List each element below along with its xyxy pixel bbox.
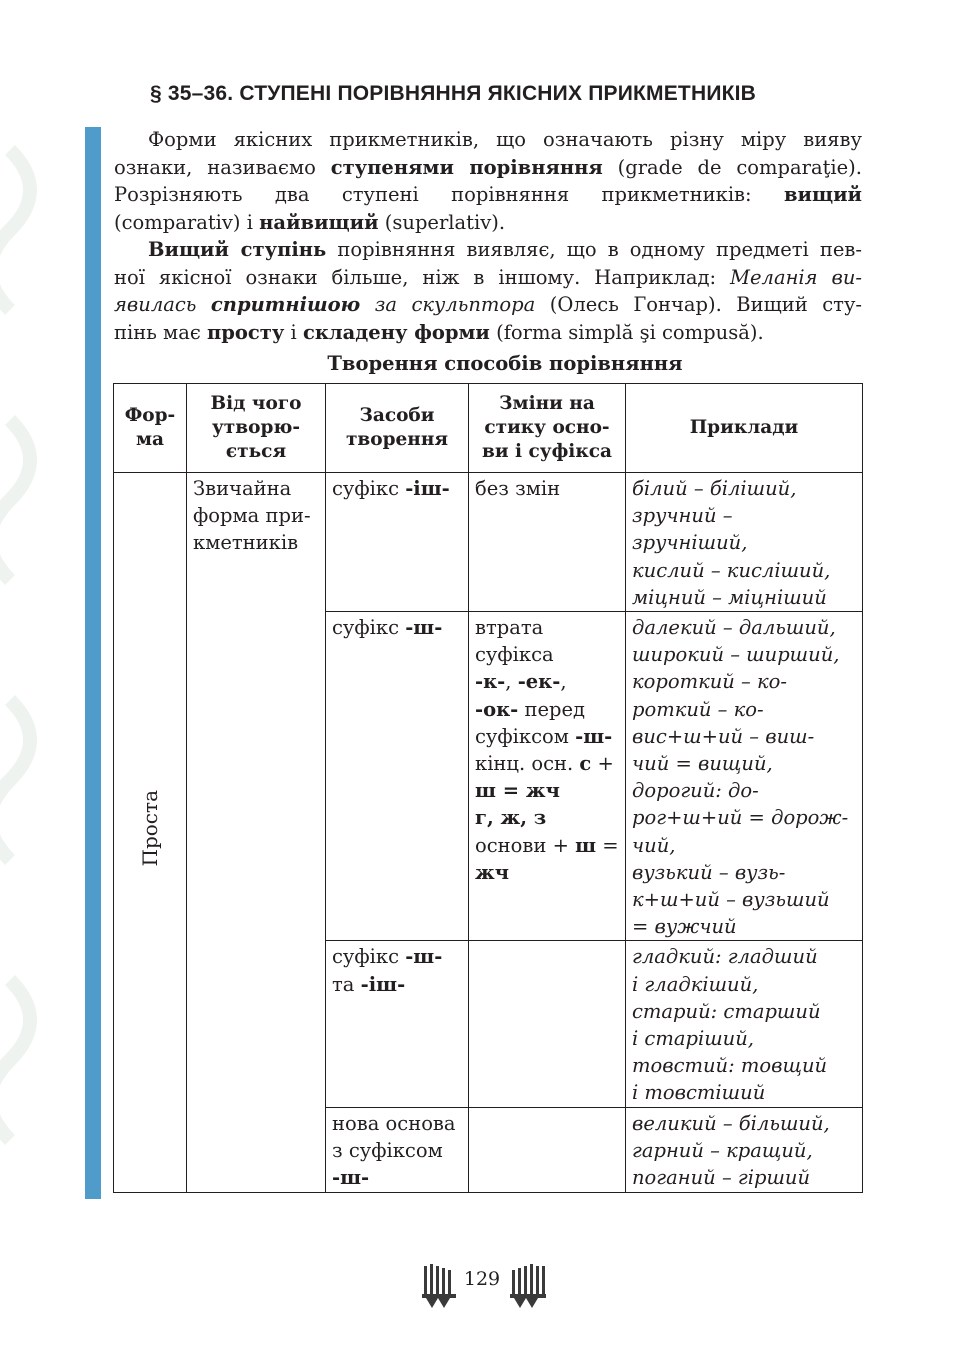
table-row — [114, 473, 863, 612]
left-ornament-icon — [422, 1264, 456, 1308]
comparative-paragraph: Вищий ступінь порівняння виявляє, що в одному предметі пев- ної якісної ознаки більше, ніж в іншому. Наприклад: Меланія ви- явилась спритнішою за скульптора (Олесь Гончар). Вищий сту- пінь має просту і складену форми (forma simplă şi compusă). — [114, 238, 863, 344]
examples-cell: гладкий: гладший і гладкіший, старий: старший і старіший, товстий: товщий і товстіший — [626, 941, 863, 1107]
examples-cell: великий – більший, гарний – кращий, поганий – гірший — [626, 1107, 863, 1192]
table-header-row — [114, 384, 863, 473]
change-cell — [469, 1107, 626, 1192]
means-cell: суфікс -ш- та -іш- — [326, 941, 469, 1107]
header-changes: Зміни на стику осно- ви і суфікса — [469, 384, 626, 473]
forma-cell: Проста — [114, 473, 187, 1193]
section-heading: § 35–36. СТУПЕНІ ПОРІВНЯННЯ ЯКІСНИХ ПРИКМЕТНИКІВ — [150, 82, 757, 105]
table-caption: Творення способів порівняння — [327, 352, 683, 375]
from-cell: Звичайна форма при- кметників — [187, 473, 326, 1193]
examples-cell: білий – біліший, зручний – зручніший, кислий – кисліший, міцний – міцніший — [626, 473, 863, 612]
header-means: Засоби творення — [326, 384, 469, 473]
means-cell: суфікс -ш- — [326, 612, 469, 941]
change-cell: без змін — [469, 473, 626, 612]
comparison-table — [113, 383, 863, 1193]
right-ornament-icon — [510, 1264, 546, 1308]
means-cell: нова основа з суфіксом -ш- — [326, 1107, 469, 1192]
blue-margin-bar — [85, 127, 101, 1199]
intro-paragraph: Форми якісних прикметників, що означають різну міру вияву ознаки, називаємо ступенями порівняння (grade de comparaţie). Розрізняють два ступені порівняння прикметників: вищий (comparativ) і найвищий (superlativ). — [114, 128, 862, 234]
page-number: 129 — [463, 1268, 501, 1290]
change-cell: втрата суфікса -к-, -ек-, -ок- перед суфіксом -ш- кінц. осн. с + ш = жч г, ж, з основи + ш = жч — [469, 612, 626, 941]
change-cell — [469, 941, 626, 1107]
examples-cell: далекий – дальший, широкий – ширший, короткий – ко- роткий – ко- вис+ш+ий – виш- чий = вищий, дорогий: до- рог+ш+ий = дорож- чий, вузький – вузь- к+ш+ий – вузьший = вужчий — [626, 612, 863, 941]
header-examples: Приклади — [626, 384, 863, 473]
header-forma: Фор- ма — [114, 384, 187, 473]
means-cell: суфікс -іш- — [326, 473, 469, 612]
header-from: Від чого утворю- ється — [187, 384, 326, 473]
